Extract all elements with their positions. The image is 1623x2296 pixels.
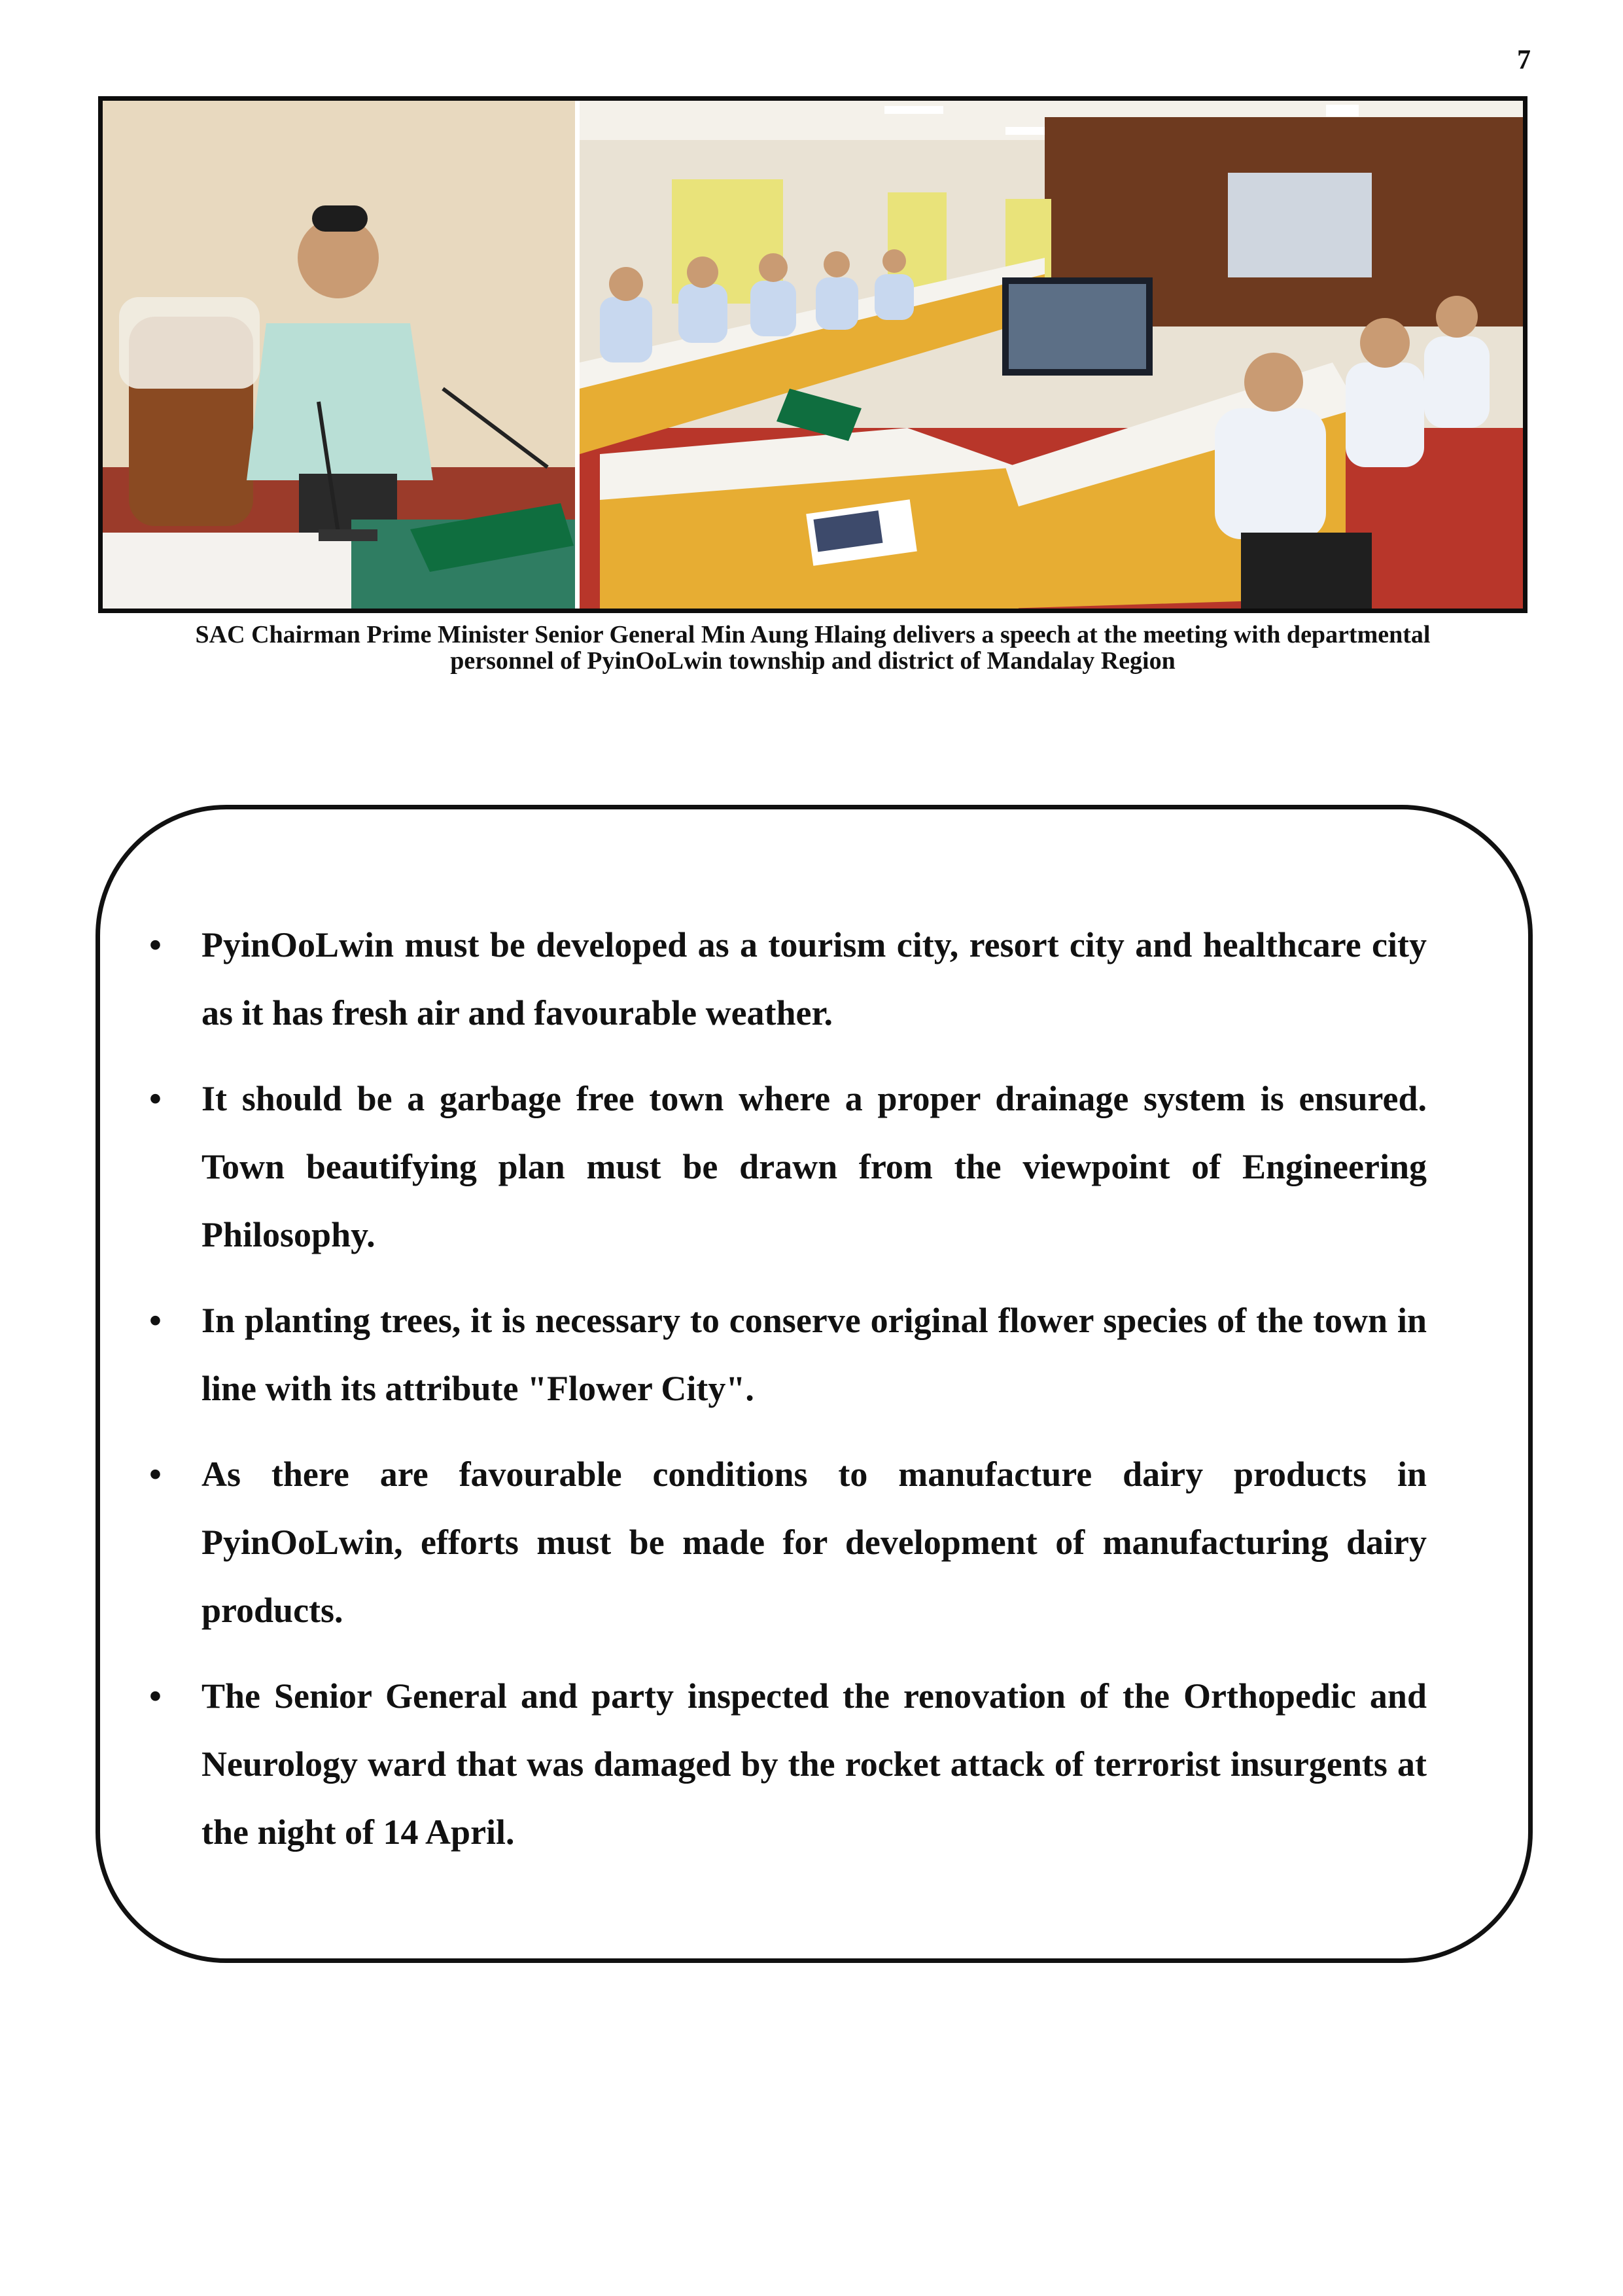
page-number: 7 xyxy=(1517,45,1531,75)
bullet-item: • It should be a garbage free town where a proper drainage system is ensured. Town beautifying plan must be drawn from the viewpoint of Engineering Philosophy. xyxy=(201,1065,1427,1269)
bullet-item: • In planting trees, it is necessary to conserve original flower species of the town in line with its attribute "Flower City". xyxy=(201,1286,1427,1422)
right-photo-panel xyxy=(580,101,1523,609)
bullet-item: • The Senior General and party inspected the renovation of the Orthopedic and Neurology ward that was damaged by the rocket attack of terrorist insurgents at the night of 14 April. xyxy=(201,1662,1427,1866)
bullet-item: • PyinOoLwin must be developed as a tourism city, resort city and healthcare city as it has fresh air and favourable weather. xyxy=(201,911,1427,1047)
bullet-list xyxy=(100,911,1528,1884)
left-photo-panel xyxy=(103,101,575,609)
caption-line-1: SAC Chairman Prime Minister Senior General Min Aung Hlaing delivers a speech at the meeting with departmental xyxy=(195,621,1431,648)
meeting-photo xyxy=(98,96,1527,613)
key-points-box xyxy=(96,805,1533,1963)
caption-line-2: personnel of PyinOoLwin township and district of Mandalay Region xyxy=(450,647,1176,675)
bullet-item: • As there are favourable conditions to manufacture dairy products in PyinOoLwin, efforts must be made for development of manufacturing dairy products. xyxy=(201,1440,1427,1644)
photo-caption xyxy=(98,622,1527,674)
